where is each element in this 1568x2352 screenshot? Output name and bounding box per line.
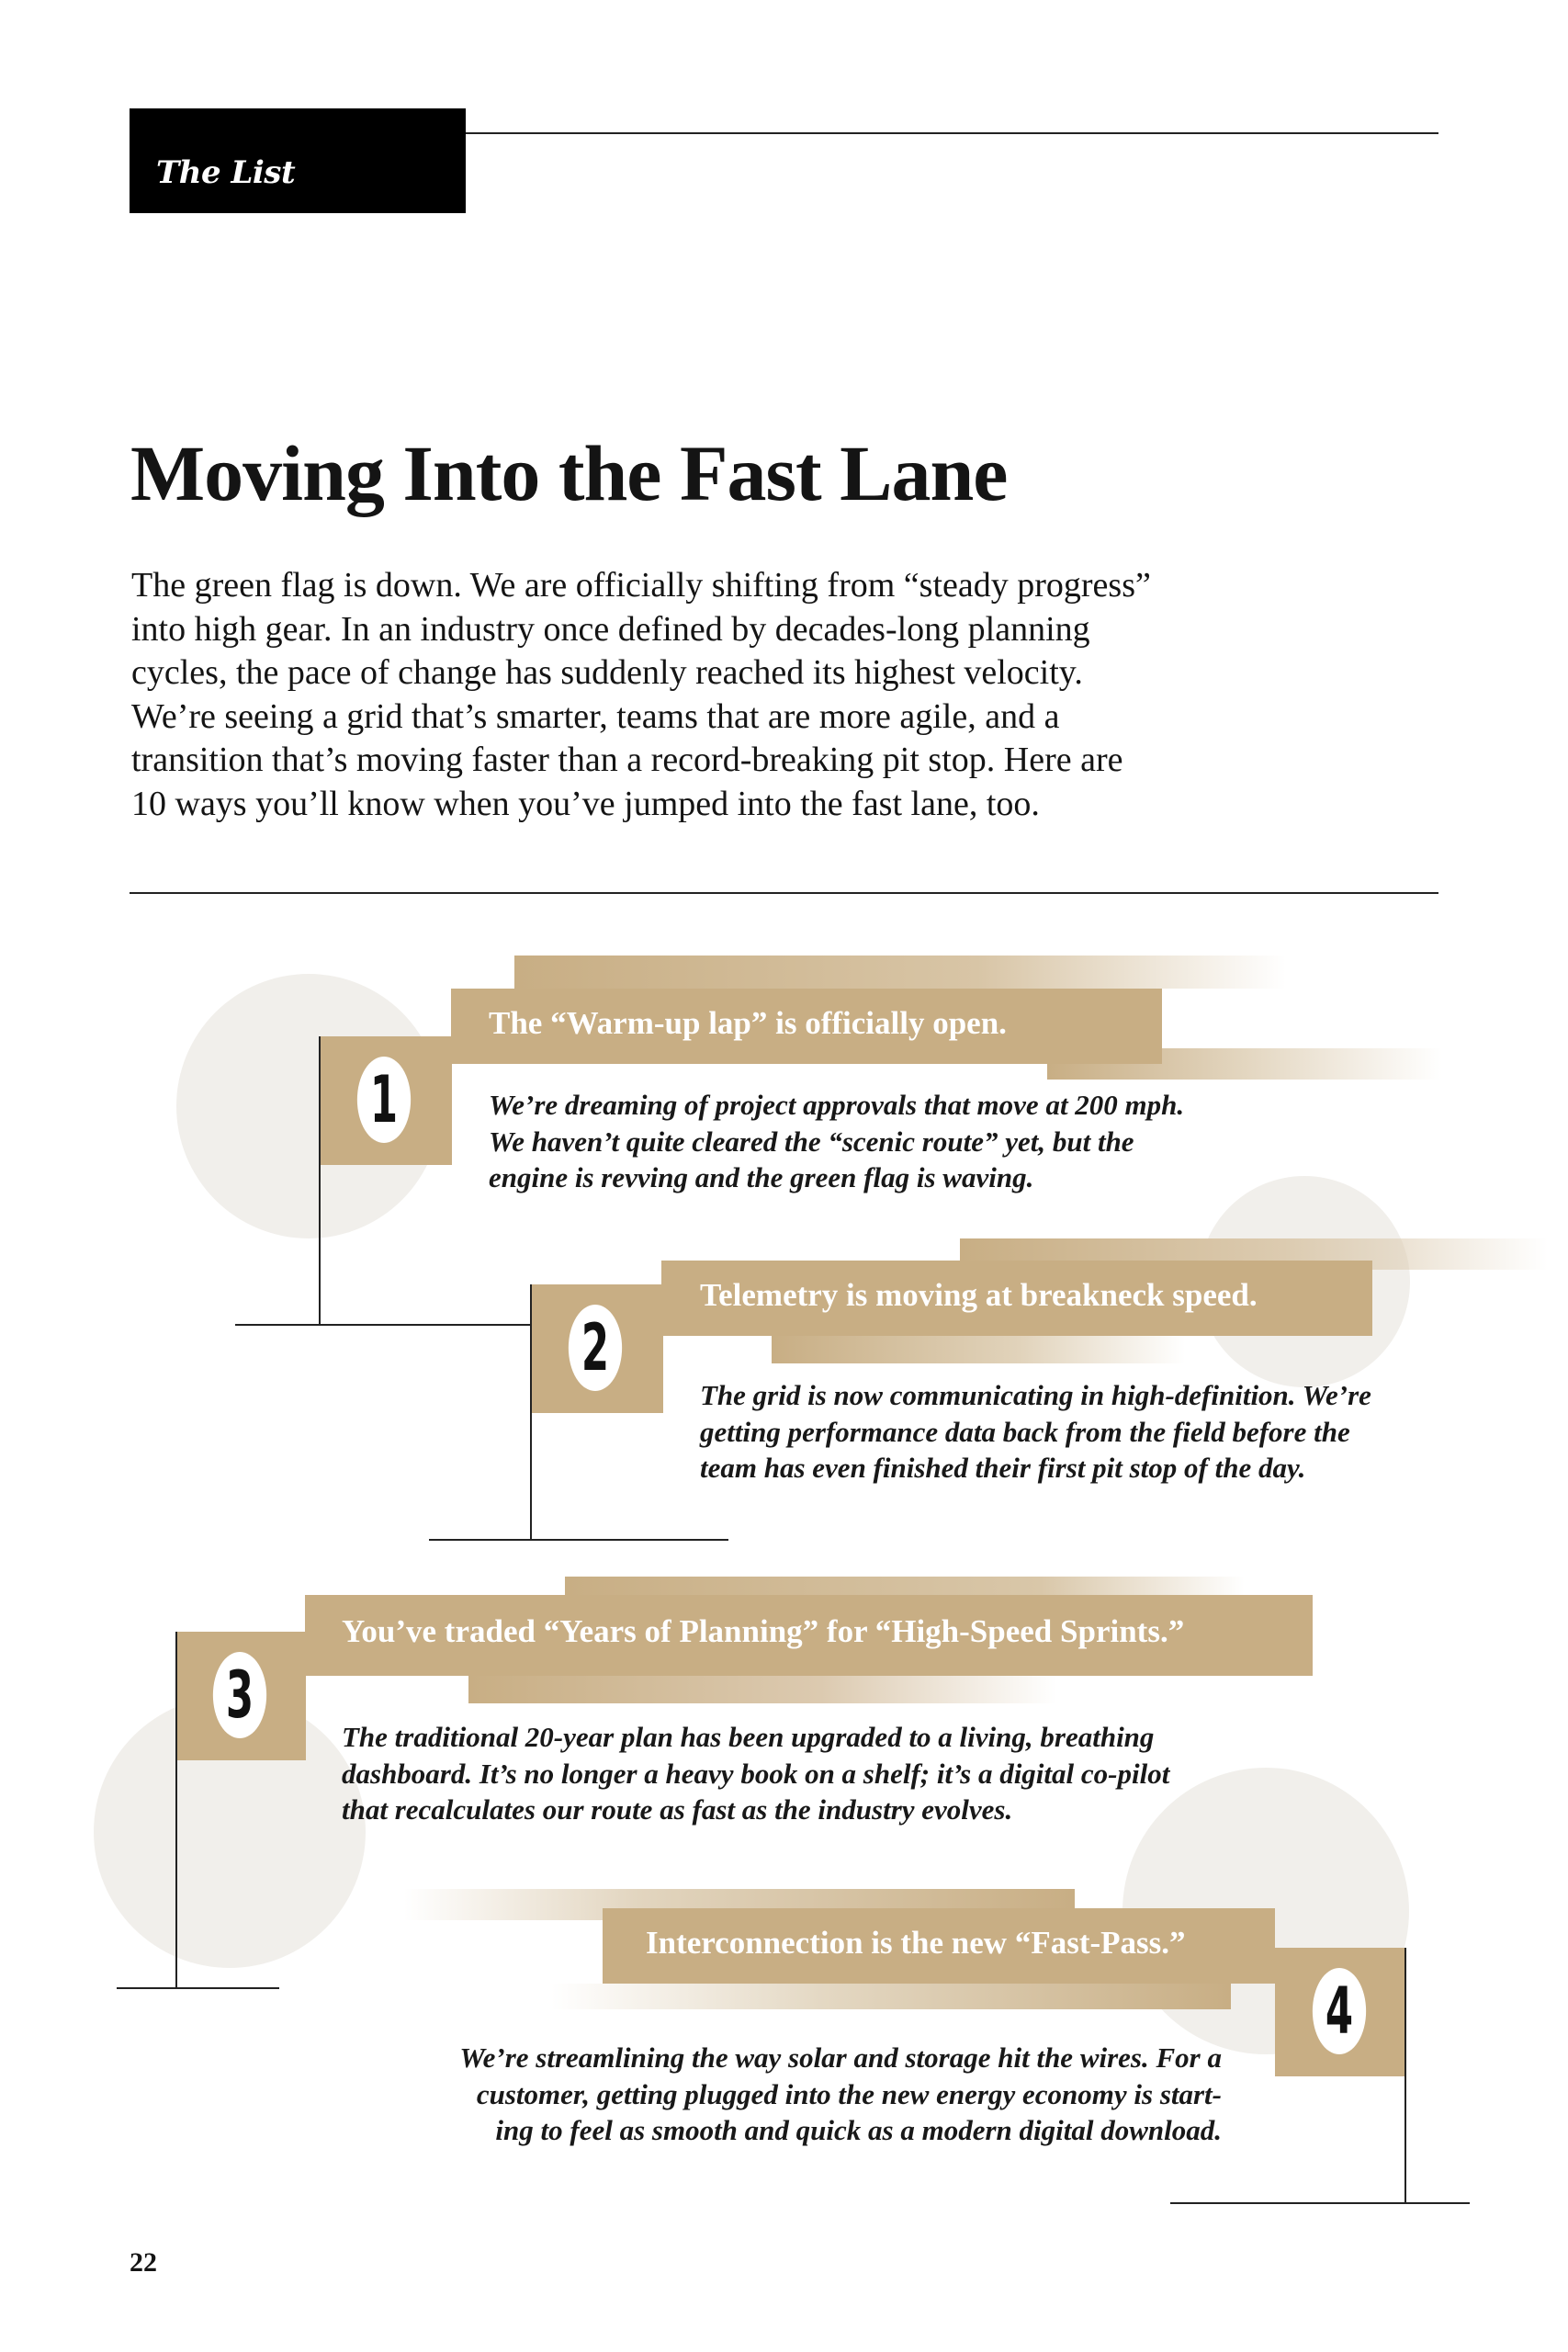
ground-line <box>1170 2202 1470 2204</box>
intro-line: transition that’s moving faster than a record-breaking pit stop. Here are <box>131 741 1123 779</box>
section-tag: The List <box>156 154 296 191</box>
item-3-body-line: that recalculates our route as fast as the industry evolves. <box>342 1793 1013 1826</box>
item-4-flag <box>1275 1948 1404 2076</box>
intro-line: The green flag is down. We are officially shifting from “steady progress” <box>131 566 1151 605</box>
item-2-body-line: team has even finished their first pit stop of the day. <box>700 1452 1306 1484</box>
item-1-body-line: We haven’t quite cleared the “scenic route” yet, but the <box>489 1125 1134 1158</box>
intro-paragraph <box>131 564 1417 826</box>
intro-divider <box>130 892 1438 894</box>
item-3-heading: You’ve traded “Years of Planning” for “High-Speed Sprints.” <box>342 1613 1185 1649</box>
item-2-flag <box>532 1284 663 1413</box>
page-title: Moving Into the Fast Lane <box>130 429 1008 517</box>
item-4-body-line: ing to feel as smooth and quick as a modern digital download. <box>495 2114 1222 2146</box>
item-4-number: 4 <box>1313 1968 1366 2054</box>
item-4-heading: Interconnection is the new “Fast-Pass.” <box>646 1925 1186 1961</box>
speed-streak <box>468 1676 1056 1703</box>
ground-line <box>429 1539 728 1541</box>
item-1-heading: The “Warm-up lap” is officially open. <box>489 1005 1007 1041</box>
intro-line: into high gear. In an industry once defined by decades-long planning <box>131 609 1090 649</box>
intro-line: We’re seeing a grid that’s smarter, teams that are more agile, and a <box>131 696 1060 736</box>
item-1-body <box>489 1087 1184 1196</box>
item-2-body-line: The grid is now communicating in high-definition. We’re <box>700 1379 1371 1411</box>
item-1-body-line: engine is revving and the green flag is waving. <box>489 1161 1034 1193</box>
speed-streak <box>551 1984 1231 2009</box>
item-2-number: 2 <box>569 1305 622 1391</box>
header-rule <box>466 132 1438 134</box>
ground-line <box>117 1987 279 1989</box>
flag-pole <box>1404 1948 1406 2203</box>
item-2-body <box>700 1377 1371 1487</box>
item-2-body-line: getting performance data back from the field before the <box>700 1415 1350 1448</box>
ground-line <box>235 1324 533 1326</box>
item-4-body-line: customer, getting plugged into the new energy economy is start- <box>476 2077 1222 2110</box>
item-1-body-line: We’re dreaming of project approvals that move at 200 mph. <box>489 1089 1185 1121</box>
item-3-number: 3 <box>213 1652 266 1738</box>
speed-streak <box>772 1336 1185 1363</box>
speed-streak <box>514 956 1286 989</box>
item-4-body-line: We’re streamlining the way solar and storage hit the wires. For a <box>459 2041 1222 2074</box>
item-3-body <box>342 1719 1169 1828</box>
intro-line: cycles, the pace of change has suddenly reached its highest velocity. <box>131 653 1083 692</box>
item-1-flag <box>321 1036 452 1165</box>
item-1-number: 1 <box>357 1057 411 1143</box>
item-2-heading: Telemetry is moving at breakneck speed. <box>700 1277 1258 1313</box>
intro-line: 10 ways you’ll know when you’ve jumped into the fast lane, too. <box>131 784 1040 823</box>
item-3-flag <box>177 1632 306 1760</box>
item-3-body-line: The traditional 20-year plan has been upgraded to a living, breathing <box>342 1721 1155 1753</box>
item-4-body <box>395 2040 1222 2149</box>
page-number: 22 <box>130 2247 157 2278</box>
item-3-body-line: dashboard. It’s no longer a heavy book on a shelf; it’s a digital co-pilot <box>342 1757 1170 1790</box>
